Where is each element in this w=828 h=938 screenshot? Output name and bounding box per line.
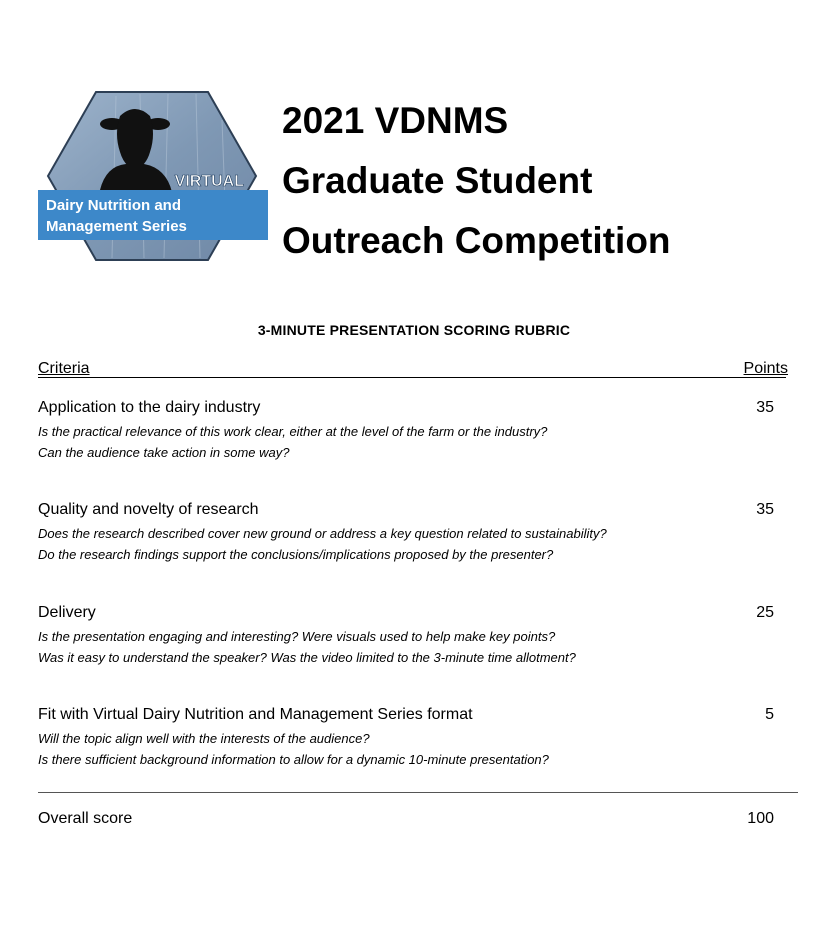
criterion-description-line: Do the research findings support the conclusions/implications proposed by the presenter? <box>38 547 554 562</box>
points-header: Points <box>743 360 788 377</box>
criterion-description-line: Does the research described cover new ground or address a key question related to sustainability? <box>38 526 607 541</box>
title-line-2: Graduate Student <box>282 160 593 201</box>
total-divider <box>38 792 798 793</box>
criterion-description-line: Is the practical relevance of this work clear, either at the level of the farm or the industry? <box>38 424 548 439</box>
overall-score-value: 100 <box>747 810 774 827</box>
criterion-description-line: Is there sufficient background information to allow for a dynamic 10-minute presentation? <box>38 752 549 767</box>
header-divider <box>38 377 786 378</box>
criterion-points: 25 <box>756 604 774 621</box>
logo-banner-line-2: Management Series <box>46 218 187 235</box>
logo-badge-text: VIRTUAL <box>174 173 244 190</box>
logo-banner-line-1: Dairy Nutrition and <box>46 197 182 214</box>
criterion-title: Quality and novelty of research <box>38 501 259 518</box>
criterion-title: Fit with Virtual Dairy Nutrition and Management Series format <box>38 706 473 723</box>
criterion-title: Application to the dairy industry <box>38 399 261 416</box>
criterion-points: 5 <box>765 706 774 723</box>
rubric-subtitle: 3-MINUTE PRESENTATION SCORING RUBRIC <box>257 322 571 338</box>
title-line-3: Outreach Competition <box>282 220 671 261</box>
criteria-header: Criteria <box>38 360 90 377</box>
criterion-points: 35 <box>756 399 774 416</box>
criterion-points: 35 <box>756 501 774 518</box>
criterion-description-line: Is the presentation engaging and interesting? Were visuals used to help make key points? <box>38 629 556 644</box>
criterion-description-line: Can the audience take action in some way? <box>38 445 290 460</box>
criterion-description-line: Was it easy to understand the speaker? Was the video limited to the 3-minute time allotment? <box>38 650 576 665</box>
criterion-description-line: Will the topic align well with the interests of the audience? <box>38 731 370 746</box>
overall-score-label: Overall score <box>38 810 133 827</box>
title-line-1: 2021 VDNMS <box>282 100 509 141</box>
criterion-title: Delivery <box>38 604 96 621</box>
vdnms-logo <box>36 90 270 262</box>
